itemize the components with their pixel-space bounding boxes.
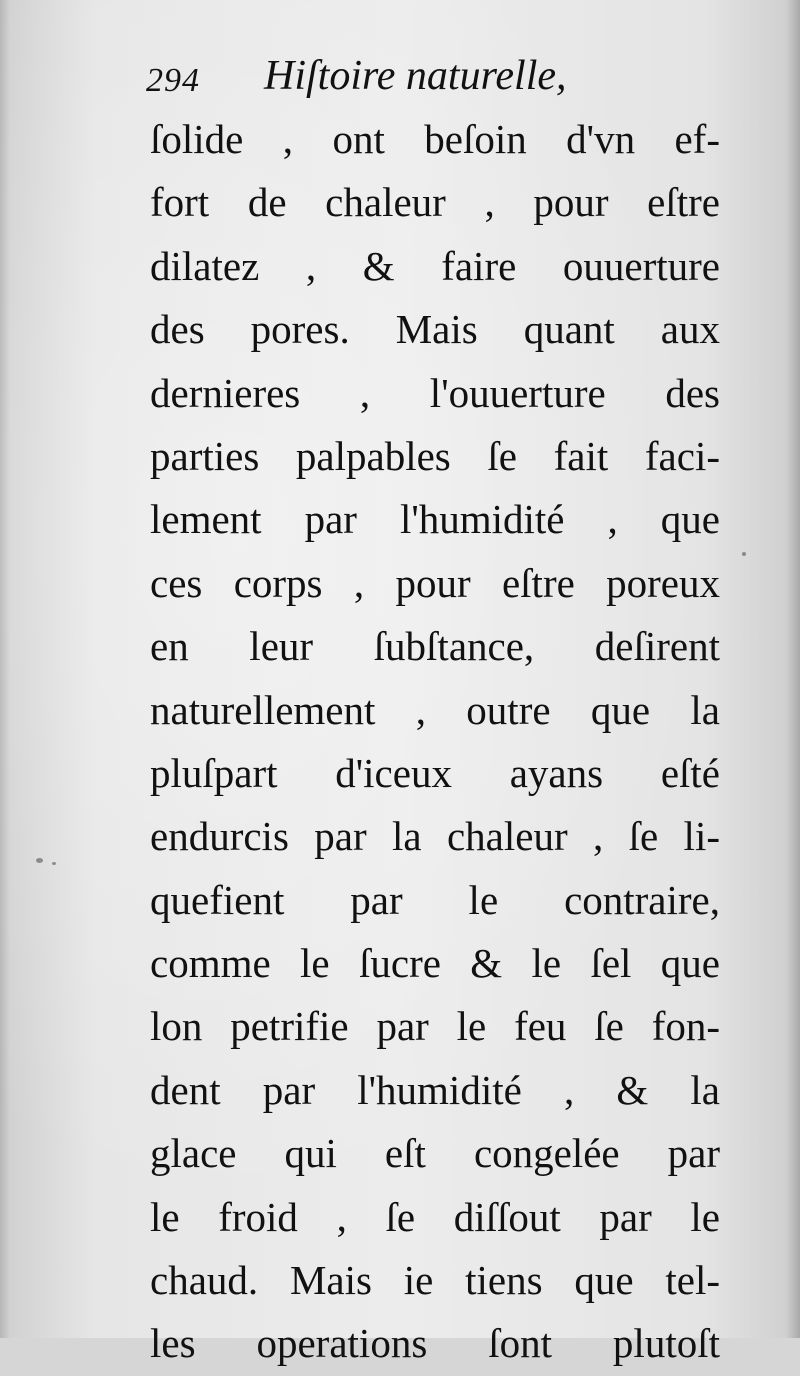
text-line: parties palpables ſe fait faci- <box>150 432 720 479</box>
text-line: glace qui eſt congelée par <box>150 1130 720 1177</box>
text-line: endurcis par la chaleur , ſe li- <box>150 813 720 860</box>
text-line: dilatez , & faire ouuerture <box>150 242 720 289</box>
text-line: lement par l'humidité , que <box>150 496 720 543</box>
ink-speck <box>36 858 43 863</box>
text-line: chaud. Mais ie tiens que tel- <box>150 1257 720 1304</box>
text-line: comme le ſucre & le ſel que <box>150 940 720 987</box>
text-line: quefient par le contraire, <box>150 876 720 923</box>
text-line: des pores. Mais quant aux <box>150 306 720 353</box>
page-edge-shadow <box>786 0 800 1338</box>
text-line: dernieres , l'ouuerture des <box>150 369 720 416</box>
text-line: dent par l'humidité , & la <box>150 1066 720 1113</box>
text-line: pluſpart d'iceux ayans eſté <box>150 749 720 796</box>
page-number: 294 <box>146 62 200 99</box>
text-line: fort de chaleur , pour eſtre <box>150 179 720 226</box>
body-text <box>150 108 720 1376</box>
text-line: les operations ſont plutoſt <box>150 1320 720 1367</box>
text-line: le froid , ſe diſſout par le <box>150 1193 720 1240</box>
page-gutter-shadow <box>0 0 10 1338</box>
running-header <box>146 52 726 112</box>
text-line: ſolide , ont beſoin d'vn ef- <box>150 116 720 162</box>
running-title: Hiſtoire naturelle, <box>264 53 567 99</box>
text-line: naturellement , outre que la <box>150 686 720 733</box>
text-line: en leur ſubſtance, deſirent <box>150 623 720 670</box>
text-line: ces corps , pour eſtre poreux <box>150 559 720 606</box>
text-line: lon petrifie par le feu ſe fon- <box>150 1003 720 1050</box>
ink-speck <box>52 862 56 865</box>
ink-speck <box>742 552 746 556</box>
